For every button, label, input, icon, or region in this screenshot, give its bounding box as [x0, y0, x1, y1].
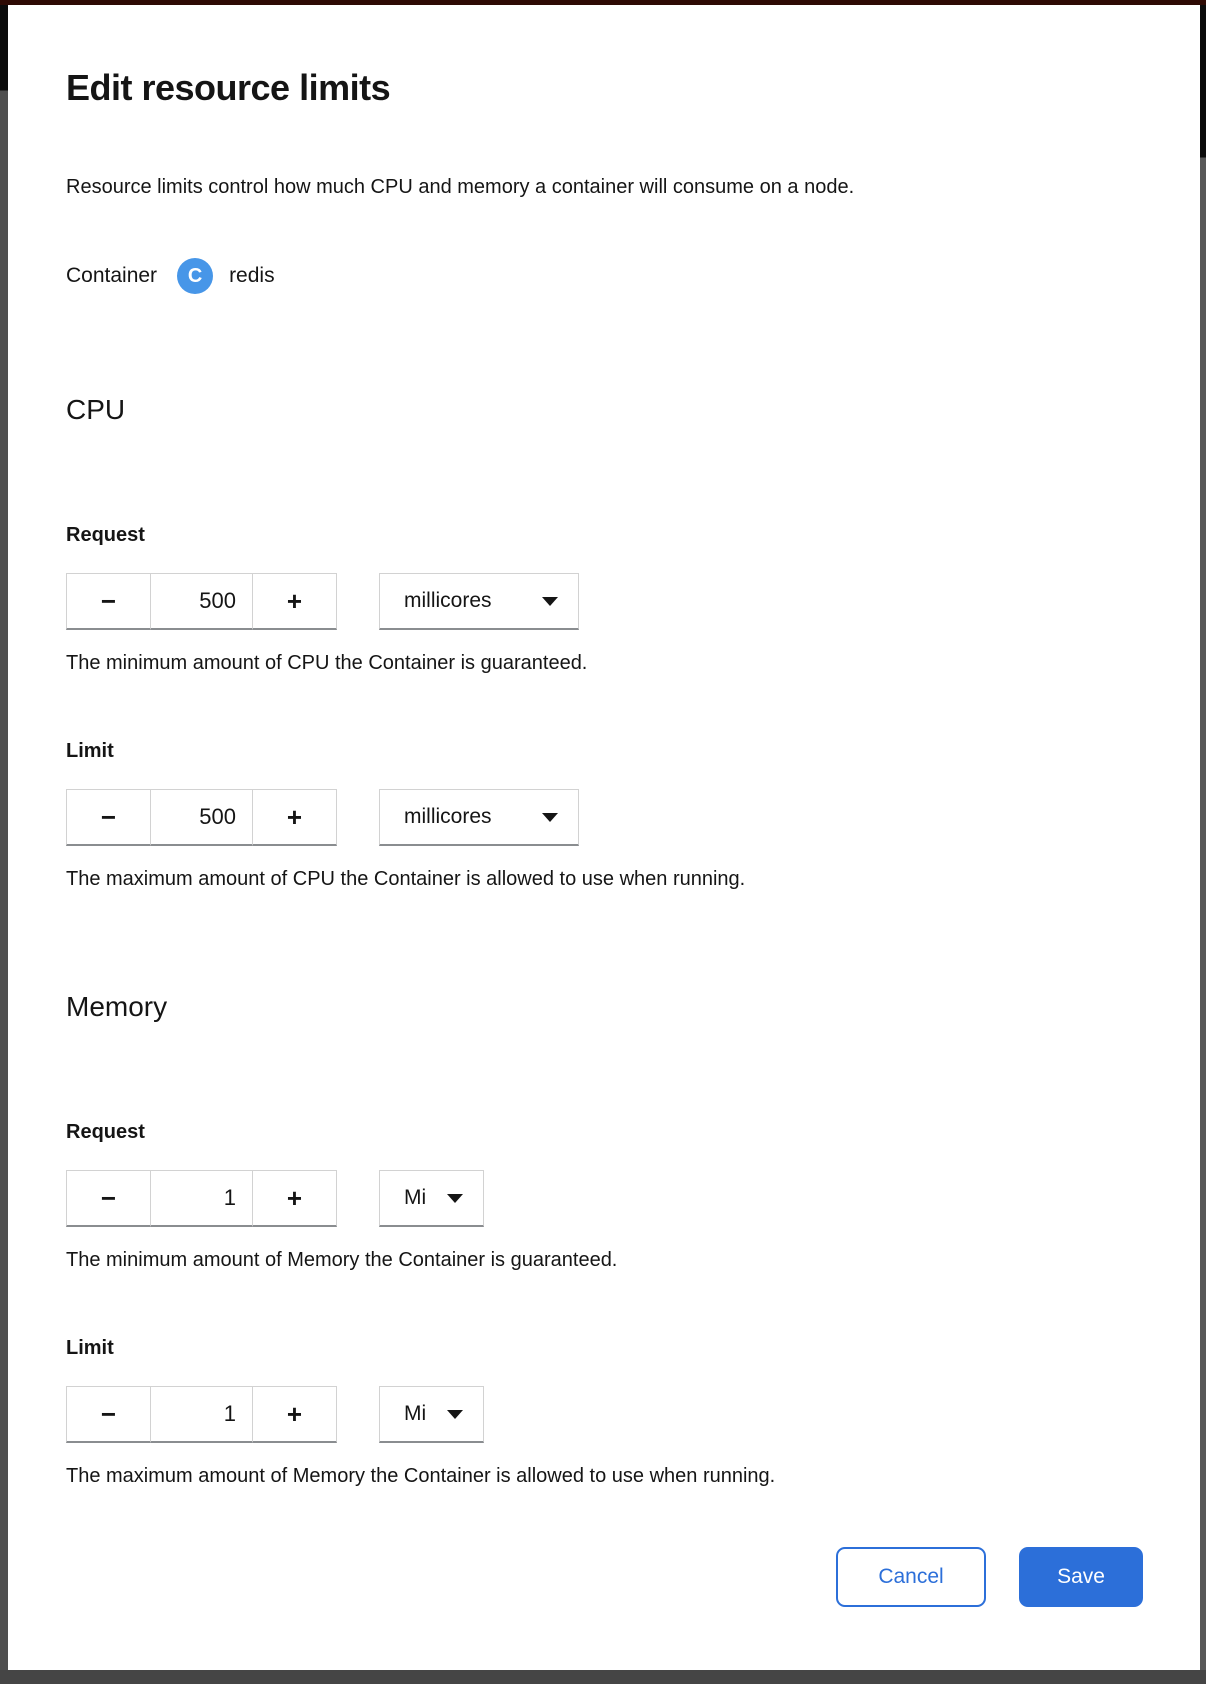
- memory-request-unit-select[interactable]: [379, 1170, 484, 1227]
- caret-down-icon: [542, 813, 558, 822]
- cpu-limit-decrement-button[interactable]: [66, 789, 151, 846]
- memory-limit-row: [66, 1386, 1143, 1443]
- container-name: redis: [229, 264, 275, 287]
- cpu-request-increment-button[interactable]: [252, 573, 337, 630]
- caret-down-icon: [447, 1410, 463, 1419]
- cpu-limit-value-input[interactable]: [150, 789, 253, 846]
- cpu-request-unit-value: millicores: [404, 589, 492, 612]
- memory-request-decrement-button[interactable]: [66, 1170, 151, 1227]
- edit-resource-limits-modal: [8, 5, 1200, 1670]
- save-button[interactable]: Save: [1019, 1547, 1143, 1607]
- memory-request-label: Request: [66, 1121, 145, 1143]
- backdrop-edge-top: [0, 0, 1206, 5]
- memory-request-increment-button[interactable]: [252, 1170, 337, 1227]
- minus-icon: −: [100, 1182, 117, 1213]
- memory-request-number-input: [66, 1170, 337, 1227]
- memory-request-row: [66, 1170, 1143, 1227]
- plus-icon: +: [286, 801, 303, 832]
- memory-limit-decrement-button[interactable]: [66, 1386, 151, 1443]
- memory-request-unit-value: Mi: [404, 1186, 427, 1209]
- plus-icon: +: [286, 1182, 303, 1213]
- container-resource-badge: C: [177, 258, 213, 294]
- cancel-button[interactable]: Cancel: [836, 1547, 986, 1607]
- memory-request-value-input[interactable]: [150, 1170, 253, 1227]
- memory-limit-help-text: The maximum amount of Memory the Container is allowed to use when running.: [66, 1465, 776, 1487]
- cpu-limit-row: [66, 789, 1143, 846]
- modal-title: Edit resource limits: [66, 67, 391, 108]
- plus-icon: +: [286, 585, 303, 616]
- cpu-limit-unit-value: millicores: [404, 805, 492, 828]
- modal-description: Resource limits control how much CPU and memory a container will consume on a node.: [66, 176, 855, 198]
- memory-limit-increment-button[interactable]: [252, 1386, 337, 1443]
- memory-limit-number-input: [66, 1386, 337, 1443]
- cpu-request-label: Request: [66, 524, 145, 546]
- plus-icon: +: [286, 1398, 303, 1429]
- modal-footer: [66, 1547, 1143, 1607]
- cpu-request-row: [66, 573, 1143, 630]
- cpu-limit-number-input: [66, 789, 337, 846]
- caret-down-icon: [447, 1194, 463, 1203]
- memory-request-help-text: The minimum amount of Memory the Container is guaranteed.: [66, 1249, 618, 1271]
- cpu-request-decrement-button[interactable]: [66, 573, 151, 630]
- memory-limit-unit-select[interactable]: [379, 1386, 484, 1443]
- memory-limit-unit-value: Mi: [404, 1402, 427, 1425]
- minus-icon: −: [100, 801, 117, 832]
- cpu-section-heading: CPU: [66, 394, 126, 425]
- backdrop-edge-right: [1200, 5, 1206, 1670]
- container-row: [66, 256, 1143, 296]
- cpu-request-help-text: The minimum amount of CPU the Container is guaranteed.: [66, 652, 588, 674]
- caret-down-icon: [542, 597, 558, 606]
- cpu-limit-help-text: The maximum amount of CPU the Container is allowed to use when running.: [66, 868, 746, 890]
- cpu-limit-unit-select[interactable]: [379, 789, 579, 846]
- cpu-limit-label: Limit: [66, 740, 114, 762]
- cpu-request-number-input: [66, 573, 337, 630]
- backdrop-edge-bottom: [0, 1670, 1206, 1684]
- memory-limit-label: Limit: [66, 1337, 114, 1359]
- minus-icon: −: [100, 585, 117, 616]
- minus-icon: −: [100, 1398, 117, 1429]
- memory-limit-value-input[interactable]: [150, 1386, 253, 1443]
- cpu-request-value-input[interactable]: [150, 573, 253, 630]
- cpu-limit-increment-button[interactable]: [252, 789, 337, 846]
- backdrop-edge-left: [0, 5, 8, 1670]
- container-label: Container: [66, 264, 158, 287]
- cpu-request-unit-select[interactable]: [379, 573, 579, 630]
- memory-section-heading: Memory: [66, 991, 168, 1022]
